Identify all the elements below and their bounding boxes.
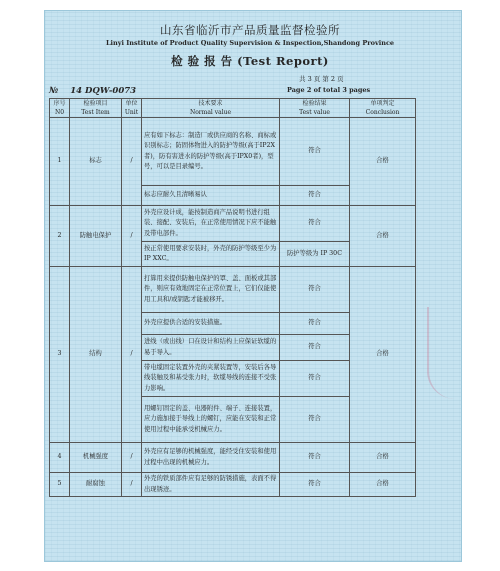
conclusion-cell: 合格 xyxy=(350,473,416,497)
conclusion-cell: 合格 xyxy=(350,443,416,473)
requirement-cell: 进线（或出线）口在设计和结构上应保证软缆的易于导入。 xyxy=(142,335,280,361)
row-number: 2 xyxy=(50,206,70,267)
requirement-cell: 标志应耐久且清晰易认 xyxy=(142,186,280,206)
test-item: 耐腐蚀 xyxy=(70,473,122,497)
row-number: 4 xyxy=(50,443,70,473)
row-number: 1 xyxy=(50,118,70,206)
header-requirement: 技术要求 Normal value xyxy=(142,99,280,118)
org-name-cn: 山东省临沂市产品质量监督检验所 xyxy=(160,23,340,37)
test-item: 防触电保护 xyxy=(70,206,122,267)
conclusion-cell: 合格 xyxy=(350,118,416,206)
row-number: 3 xyxy=(50,267,70,443)
result-cell: 符合 xyxy=(280,313,350,335)
result-cell: 符合 xyxy=(280,267,350,313)
unit-cell: / xyxy=(122,443,142,473)
test-item: 标志 xyxy=(70,118,122,206)
requirement-cell: 带电缆固定装置外壳的夹紧装置等，安装后各导线装触及和基受张力时，软缆导线的连接不受张力影响。 xyxy=(142,361,280,397)
table-row xyxy=(50,473,416,497)
requirement-cell: 外壳应提供合适的安装措施。 xyxy=(142,313,280,335)
requirement-cell: 外壳应有足够的机械强度，能经受住安装和使用过程中出现的机械应力。 xyxy=(142,443,280,473)
unit-cell: / xyxy=(122,267,142,443)
report-title: 检 验 报 告 (Test Report) xyxy=(171,54,329,68)
requirement-cell: 用螺钉固定的盖、电器附件、端子、连接装置，应力施加接于导线上的螺钉，应能在安装和正常使用过程中能承受机械应力。 xyxy=(142,397,280,443)
conclusion-cell: 合格 xyxy=(350,206,416,267)
test-item: 结构 xyxy=(70,267,122,443)
row-number: 5 xyxy=(50,473,70,497)
requirement-cell: 打算用来提供防触电保护的罩、盖、面板或其部件，则应有效地固定在正常位置上，它们仅能使用工具和/或钥匙才能被移开。 xyxy=(142,267,280,313)
unit-cell: / xyxy=(122,118,142,206)
report-number-value: 14 DQW-0073 xyxy=(70,86,137,96)
header-conclusion: 单项判定 Conclusion xyxy=(350,99,416,118)
result-cell: 符合 xyxy=(280,361,350,397)
org-name-en: Linyi Institute of Product Quality Supervision & Inspection,Shandong Province xyxy=(105,39,395,47)
result-cell: 防护等级为 IP 30C xyxy=(280,242,350,267)
report-number xyxy=(49,86,136,96)
result-cell: 符合 xyxy=(280,473,350,497)
result-cell: 符合 xyxy=(280,443,350,473)
unit-cell: / xyxy=(122,473,142,497)
result-cell: 符合 xyxy=(280,206,350,242)
table-row xyxy=(50,443,416,473)
page-count-cn: 共 3 页 第 2 页 xyxy=(299,75,344,83)
report-number-label: № xyxy=(49,86,59,96)
table-row xyxy=(50,118,416,186)
requirement-cell: 应有如下标志：制造厂或供应商的名称、商标或识别标志；防固体物进入的防护等级(高于IP2X者)，防有害进水的防护等级(高于IPX0者)，型号，可以是目录编号。 xyxy=(142,118,280,186)
test-item: 机械强度 xyxy=(70,443,122,473)
header-seq: 序号 N0 xyxy=(50,99,70,118)
requirement-cell: 外壳的铁质部件应有足够的防锈措施，表面不得出现锈迹。 xyxy=(142,473,280,497)
table-row xyxy=(50,267,416,313)
table-header-row xyxy=(50,99,416,118)
result-cell: 符合 xyxy=(280,118,350,186)
header-unit: 单位 Unit xyxy=(122,99,142,118)
conclusion-cell: 合格 xyxy=(350,267,416,443)
page-count-en: Page 2 of total 3 pages xyxy=(287,86,371,94)
header-item: 检验项目 Test Item xyxy=(70,99,122,118)
unit-cell: / xyxy=(122,206,142,267)
table-row xyxy=(50,206,416,242)
requirement-cell: 按正常使用要求安装时，外壳的防护等级至少为IP XXC。 xyxy=(142,242,280,267)
result-cell: 符合 xyxy=(280,186,350,206)
seal-stamp xyxy=(427,307,455,399)
header-result: 检验结果 Test value xyxy=(280,99,350,118)
result-cell: 符合 xyxy=(280,397,350,443)
requirement-cell: 外壳应设计成，能按制造商产品说明书进行组装、接配、安装后，在正常使用情况下应不能触及带电部件。 xyxy=(142,206,280,242)
result-cell: 符合 xyxy=(280,335,350,361)
test-results-table xyxy=(49,98,416,497)
